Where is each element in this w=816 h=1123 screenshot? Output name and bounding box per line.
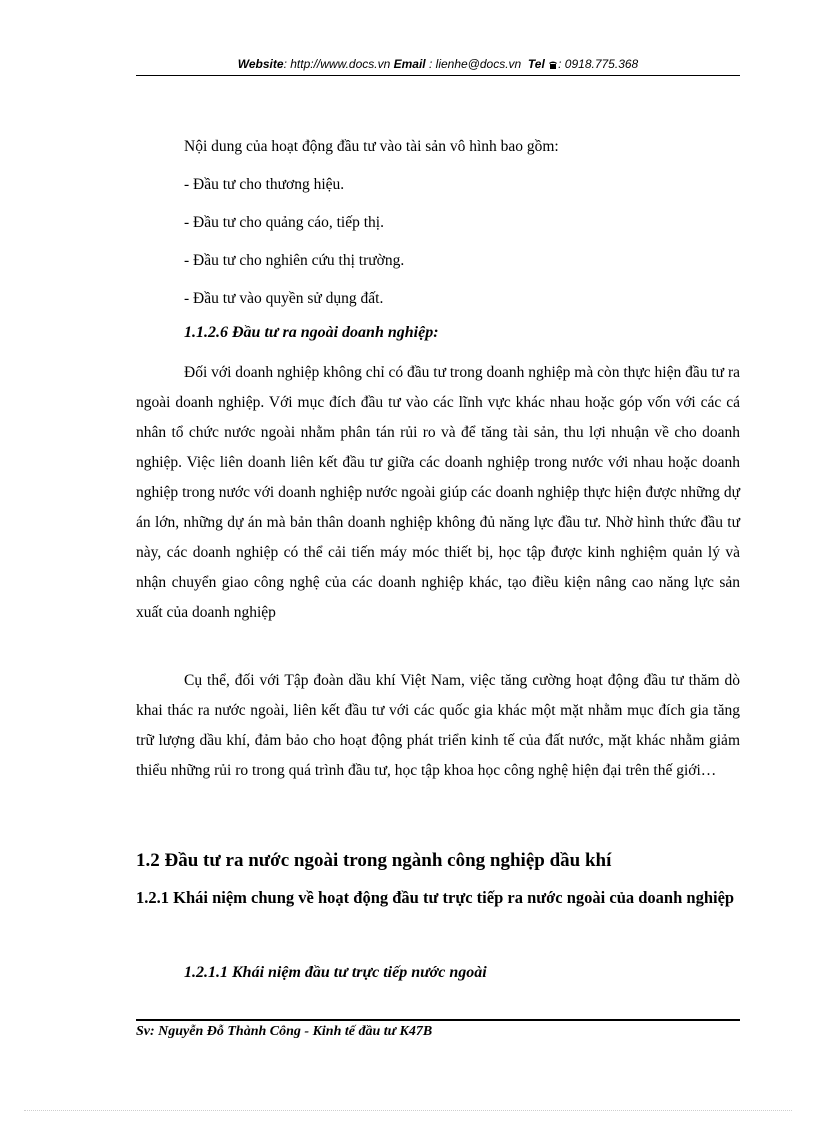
header-divider: [136, 75, 740, 76]
page-edge: [24, 1110, 792, 1111]
section-heading-1126: 1.1.2.6 Đầu tư ra ngoài doanh nghiệp:: [184, 324, 439, 341]
paragraph-1: Đối với doanh nghiệp không chỉ có đầu tư trong doanh nghiệp mà còn thực hiện đầu tư ra ngoài doanh nghiệp. Với mục đích đầu tư vào các lĩnh vực khác nhau hoặc góp vốn với các cá nhân tổ chức nước ngoài nhằm phân tán rủi ro và để tăng tài sản, thu lợi nhuận về cho doanh nghiệp. Việc liên doanh liên kết đầu tư giữa các doanh nghiệp trong nước với nhau hoặc doanh nghiệp trong nước với doanh nghiệp nước ngoài giúp các doanh nghiệp thực hiện được những dự án lớn, những dự án mà bản thân doanh nghiệp không đủ năng lực đầu tư. Nhờ hình thức đầu tư này, các doanh nghiệp có thể cải tiến máy móc thiết bị, học tập được kinh nghiệm quản lý và nhận chuyển giao công nghệ của các doanh nghiệp khác, tạo điều kiện nâng cao năng lực sản xuất của doanh nghiệp: [136, 364, 740, 621]
email-value: : lienhe@docs.vn: [428, 57, 522, 71]
intro-block: [136, 128, 740, 318]
section-heading-12: 1.2 Đầu tư ra nước ngoài trong ngành công nghiệp dầu khí: [136, 850, 612, 871]
website-label: Website: [237, 57, 284, 71]
page-header: [136, 56, 740, 72]
intro-text: Nội dung của hoạt động đầu tư vào tài sản vô hình bao gồm:: [184, 138, 559, 155]
section-heading-121: 1.2.1 Khái niệm chung về hoạt động đầu tư trực tiếp ra nước ngoài của doanh nghiệp: [136, 888, 735, 907]
section-121-wrap: [136, 882, 740, 914]
list-item: - Đầu tư vào quyền sử dụng đất.: [184, 290, 384, 307]
email-label: Email: [393, 57, 426, 71]
page-footer: Sv: Nguyễn Đỗ Thành Công - Kinh tế đầu tư K47B: [136, 1024, 433, 1039]
list-item: - Đầu tư cho quảng cáo, tiếp thị.: [184, 214, 384, 231]
paragraph-2: Cụ thể, đối với Tập đoàn dầu khí Việt Nam, việc tăng cường hoạt động đầu tư thăm dò khai thác ra nước ngoài, liên kết đầu tư với các quốc gia khác một mặt nhằm mục đích gia tăng trữ lượng dầu khí, đảm bảo cho hoạt động phát triển kinh tế của đất nước, mặt khác nhằm giảm thiểu những rủi ro trong quá trình đầu tư, học tập khoa học công nghệ hiện đại trên thế giới…: [136, 672, 740, 779]
list-item: - Đầu tư cho thương hiệu.: [184, 176, 345, 193]
footer-divider: [136, 1019, 740, 1021]
website-value: : http://www.docs.vn: [283, 57, 391, 71]
tel-label: Tel: [527, 57, 545, 71]
section-1126-heading-wrap: [136, 318, 740, 348]
section-1211-wrap: [136, 958, 740, 988]
phone-icon: [548, 57, 558, 66]
list-item: - Đầu tư cho nghiên cứu thị trường.: [184, 252, 405, 269]
section-12-wrap: [136, 846, 740, 876]
tel-value: : 0918.775.368: [558, 57, 639, 71]
section-heading-1211: 1.2.1.1 Khái niệm đầu tư trực tiếp nước ngoài: [184, 964, 487, 981]
paragraph-1-wrap: [136, 358, 740, 628]
paragraph-2-wrap: [136, 666, 740, 786]
